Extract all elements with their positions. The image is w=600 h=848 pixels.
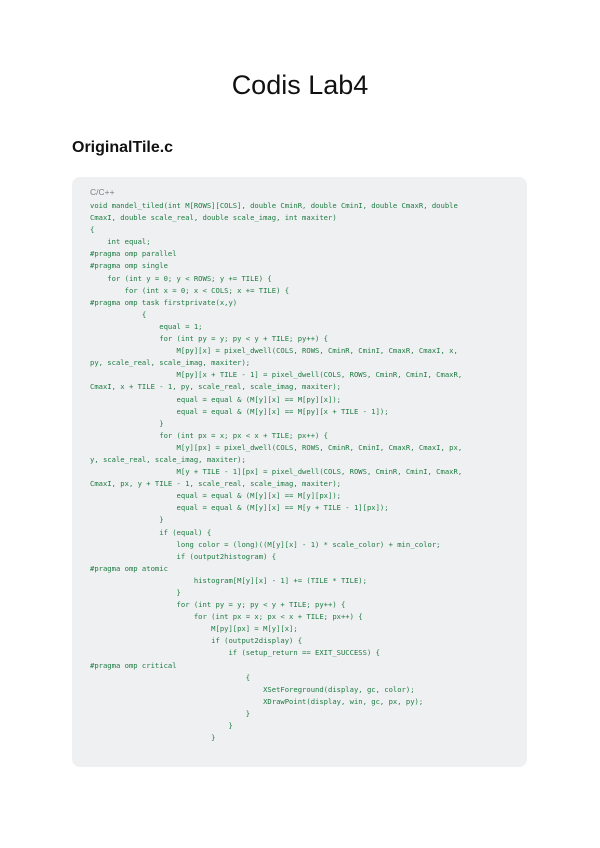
code-line: equal = equal & (M[y][x] == M[y][px]);	[90, 491, 341, 501]
code-line: M[y][px] = pixel_dwell(COLS, ROWS, CminR, CminI, CmaxR, CmaxI, px,	[90, 442, 463, 452]
code-line: equal = equal & (M[y][x] == M[py][x + TILE - 1]);	[90, 406, 389, 416]
code-line: CmaxI, px, y + TILE - 1, scale_real, scale_imag, maxiter);	[90, 479, 341, 489]
code-line: }	[90, 515, 164, 525]
code-line: long color = (long)((M[y][x] - 1) * scale_color) + min_color;	[90, 539, 441, 549]
file-heading: OriginalTile.c	[72, 139, 174, 156]
code-language-label: C/C++	[90, 187, 115, 197]
code-line: {	[90, 672, 251, 682]
code-line: for (int y = 0; y < ROWS; y += TILE) {	[90, 273, 272, 283]
code-line: if (equal) {	[90, 527, 212, 537]
code-line: #pragma omp parallel	[90, 249, 177, 259]
code-line: #pragma omp single	[90, 261, 168, 271]
document-title: Codis Lab4	[231, 70, 369, 100]
code-line: }	[90, 588, 181, 597]
code-line: XSetForeground(display, gc, color);	[90, 684, 415, 694]
code-line: }	[90, 418, 164, 428]
code-line: CmaxI, x + TILE - 1, py, scale_real, scale_imag, maxiter);	[90, 382, 341, 392]
code-line: M[py][x] = pixel_dwell(COLS, ROWS, CminR, CminI, CmaxR, CmaxI, x,	[90, 346, 458, 356]
code-line: y, scale_real, scale_imag, maxiter);	[90, 454, 246, 464]
code-line: M[py][x + TILE - 1] = pixel_dwell(COLS, ROWS, CminR, CminI, CmaxR,	[90, 370, 463, 380]
code-line: }	[90, 733, 216, 743]
code-line: for (int py = y; py < y + TILE; py++) {	[90, 600, 346, 610]
code-line: equal = equal & (M[y][x] == M[py][x]);	[90, 394, 341, 404]
code-line: int equal;	[90, 237, 151, 247]
code-line: if (output2histogram) {	[90, 551, 277, 561]
code-line: #pragma omp task firstprivate(x,y)	[90, 297, 238, 307]
code-line: {	[90, 309, 147, 319]
code-line: py, scale_real, scale_imag, maxiter);	[90, 358, 251, 368]
code-line: XDrawPoint(display, win, gc, px, py);	[90, 696, 424, 706]
code-line: equal = 1;	[90, 321, 203, 331]
code-lines	[90, 200, 509, 744]
code-line: for (int px = x; px < x + TILE; px++) {	[90, 430, 328, 440]
code-line: histogram[M[y][x] - 1] += (TILE * TILE);	[90, 575, 367, 585]
code-line: equal = equal & (M[y][x] == M[y + TILE - 1][px]);	[90, 503, 389, 513]
code-line: if (output2display) {	[90, 636, 303, 646]
code-block	[72, 177, 527, 767]
code-line: {	[90, 225, 95, 235]
code-line: void mandel_tiled(int M[ROWS][COLS], double CminR, double CminI, double CmaxR, double	[90, 201, 458, 210]
code-line: #pragma omp critical	[90, 660, 177, 670]
code-line: #pragma omp atomic	[90, 563, 168, 573]
code-line: }	[90, 708, 251, 718]
code-line: }	[90, 721, 233, 731]
code-line: M[py][px] = M[y][x];	[90, 624, 298, 634]
code-line: for (int py = y; py < y + TILE; py++) {	[90, 334, 328, 344]
code-line: if (setup_return == EXIT_SUCCESS) {	[90, 648, 380, 658]
code-line: for (int px = x; px < x + TILE; px++) {	[90, 612, 363, 622]
code-line: for (int x = 0; x < COLS; x += TILE) {	[90, 285, 290, 295]
code-line: CmaxI, double scale_real, double scale_imag, int maxiter)	[90, 213, 337, 223]
code-line: M[y + TILE - 1][px] = pixel_dwell(COLS, ROWS, CminR, CminI, CmaxR,	[90, 467, 463, 477]
